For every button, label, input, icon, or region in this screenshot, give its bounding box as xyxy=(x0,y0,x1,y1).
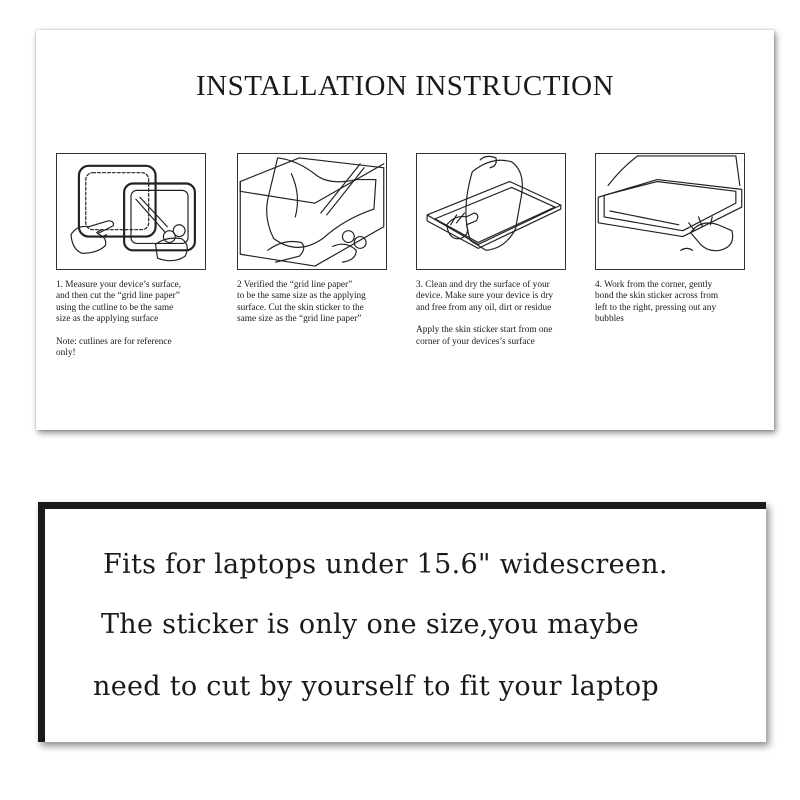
installation-instruction-card xyxy=(36,30,774,430)
step-text-line: bubbles xyxy=(595,314,624,325)
cut-sticker-icon xyxy=(237,153,387,270)
step-text-line: 4. Work from the corner, gently xyxy=(595,280,713,290)
apply-sticker-icon xyxy=(595,153,745,270)
fit-notice-line: The sticker is only one size,you maybe xyxy=(101,609,640,640)
step-2-text xyxy=(237,280,397,326)
step-text-line: 3. Clean and dry the surface of your xyxy=(416,280,550,290)
step-1 xyxy=(56,153,216,359)
step-text-line: using the cutline to be the same xyxy=(56,302,174,313)
step-text-line: left to the right, pressing out any xyxy=(595,302,717,313)
step-note-line: Apply the skin sticker start from one xyxy=(416,325,553,336)
instruction-title: INSTALLATION INSTRUCTION xyxy=(195,70,615,102)
step-note-line: only! xyxy=(56,348,76,359)
step-text-line: bond the skin sticker across from xyxy=(595,291,719,302)
step-1-text xyxy=(56,280,216,359)
fit-notice-line: need to cut by yourself to fit your laptop xyxy=(93,671,659,702)
step-3-text xyxy=(416,280,576,348)
step-note-line: Note: cutlines are for reference xyxy=(56,336,172,347)
step-text-line: surface. Cut the skin sticker to the xyxy=(237,302,364,313)
measure-cut-icon xyxy=(56,153,206,270)
step-4 xyxy=(595,153,755,326)
step-text-line: device. Make sure your device is dry xyxy=(416,291,554,302)
step-text-line: and then cut the “grid line paper” xyxy=(56,291,180,302)
instruction-steps xyxy=(56,153,766,413)
step-4-text xyxy=(595,280,755,326)
fit-notice-line: Fits for laptops under 15.6" widescreen. xyxy=(103,549,668,580)
step-text-line: same size as the “grid line paper” xyxy=(237,314,362,325)
step-text-line: 2 Verified the “grid line paper” xyxy=(237,280,353,290)
step-3 xyxy=(416,153,576,348)
step-text-line: to be the same size as the applying xyxy=(237,291,366,302)
step-text-line: and free from any oil, dirt or residue xyxy=(416,302,552,313)
step-text-line: 1. Measure your device’s surface, xyxy=(56,280,181,290)
step-2 xyxy=(237,153,397,326)
fit-notice-card xyxy=(38,502,766,742)
clean-surface-icon xyxy=(416,153,566,270)
step-note-line: corner of your devices’s surface xyxy=(416,336,535,347)
step-text-line: size as the applying surface xyxy=(56,314,159,325)
